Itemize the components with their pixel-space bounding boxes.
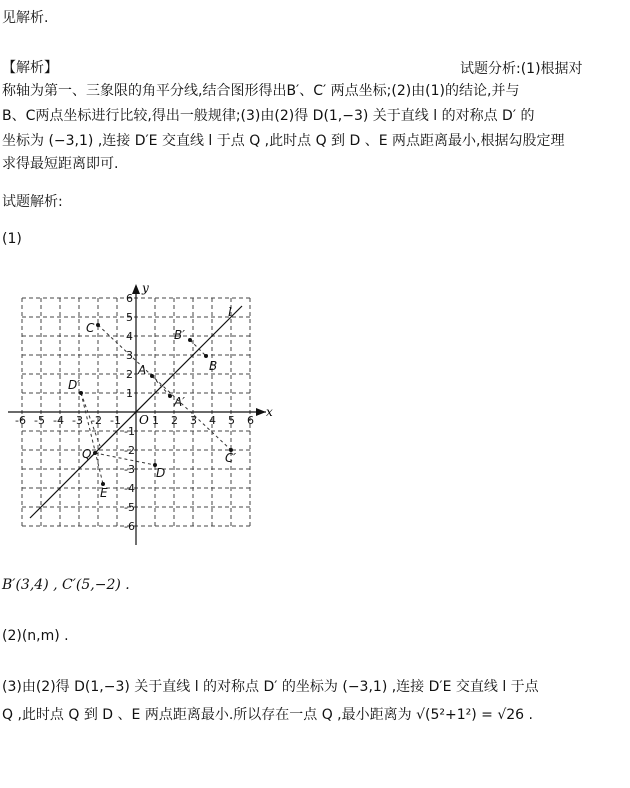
analysis-line-5: 求得最短距离即可. — [2, 156, 119, 172]
x-tick-label: 2 — [171, 414, 178, 427]
point-b1 — [188, 338, 192, 342]
point-c — [96, 323, 100, 327]
answer-2: (2)(n,m) . — [2, 628, 69, 644]
see-analysis-text: 见解析. — [2, 10, 49, 26]
y-tick-label: -4 — [124, 482, 135, 495]
solution-part-1: (1) — [2, 231, 22, 247]
y-tick-label: 1 — [126, 387, 133, 400]
analysis-title: 试题分析:(1)根据对 — [460, 61, 583, 77]
origin-label: O — [139, 413, 149, 427]
point-e-label: E — [100, 486, 108, 500]
y-axis-arrow-icon — [132, 284, 140, 294]
point-d1-label: D′ — [68, 378, 80, 392]
point-d-label: D — [156, 466, 166, 480]
point-q-label: Q — [82, 447, 92, 461]
analysis-line-2: 称轴为第一、三象限的角平分线,结合图形得出B′、C′ 两点坐标;(2)由(1)的结论,并与 — [2, 83, 520, 99]
x-tick-label: 3 — [190, 414, 197, 427]
point-q — [93, 451, 97, 455]
point-a-label: A — [138, 363, 147, 377]
y-tick-label: -5 — [124, 501, 135, 514]
x-tick-label: 1 — [152, 414, 159, 427]
x-tick-label: 6 — [247, 414, 254, 427]
x-tick-label: 4 — [209, 414, 216, 427]
y-tick-label: -6 — [124, 520, 135, 533]
y-tick-label: -1 — [124, 425, 135, 438]
analysis-line-3: B、C两点坐标进行比较,得出一般规律;(3)由(2)得 D(1,−3) 关于直线 l 的对称点 D′ 的 — [2, 108, 535, 124]
y-tick-label: 2 — [126, 368, 133, 381]
point-b-label: B — [209, 359, 218, 373]
answer-3-line-2: Q ,此时点 Q 到 D 、E 两点距离最小.所以存在一点 Q ,最小距离为 √(5²+1²) = √26 . — [2, 707, 533, 723]
point-b — [204, 354, 208, 358]
analysis-tag: 【解析】 — [2, 60, 58, 76]
segment-b-b1 — [190, 340, 206, 356]
x-tick-label: -6 — [15, 414, 26, 427]
x-tick-label: -2 — [91, 414, 102, 427]
x-tick-label: -4 — [53, 414, 64, 427]
y-axis-label: y — [142, 281, 149, 295]
point-c1-label: C′ — [225, 451, 237, 465]
point-a1-label: A′ — [174, 395, 185, 409]
y-tick-label: 4 — [126, 330, 133, 343]
analysis-line-4: 坐标为 (−3,1) ,连接 D′E 交直线 l 于点 Q ,此时点 Q 到 D 、E 两点距离最小,根据勾股定理 — [2, 133, 565, 149]
y-tick-label: 3 — [126, 349, 133, 362]
point-b1-label: B′ — [174, 328, 185, 342]
y-tick-label: 6 — [126, 292, 133, 305]
y-tick-label: -2 — [124, 444, 135, 457]
answer-3-line-1: (3)由(2)得 D(1,−3) 关于直线 l 的对称点 D′ 的坐标为 (−3,1) ,连接 D′E 交直线 l 于点 — [2, 679, 539, 695]
answer-1: B′(3,4) , C′(5,−2) . — [2, 577, 130, 593]
point-c-label: C — [86, 321, 95, 335]
segment-d1-e — [81, 393, 103, 484]
y-tick-label: 5 — [126, 311, 133, 324]
x-tick-label: -3 — [72, 414, 83, 427]
y-tick-label: -3 — [124, 463, 135, 476]
line-l-label: l — [228, 305, 232, 319]
solution-title: 试题解析: — [2, 194, 63, 210]
x-tick-label: -5 — [34, 414, 45, 427]
x-axis-label: x — [266, 405, 273, 419]
x-tick-label: 5 — [228, 414, 235, 427]
point-a — [150, 374, 154, 378]
x-axis-arrow-icon — [256, 408, 266, 416]
point-a1 — [168, 394, 172, 398]
x-tick-label: -1 — [110, 414, 121, 427]
